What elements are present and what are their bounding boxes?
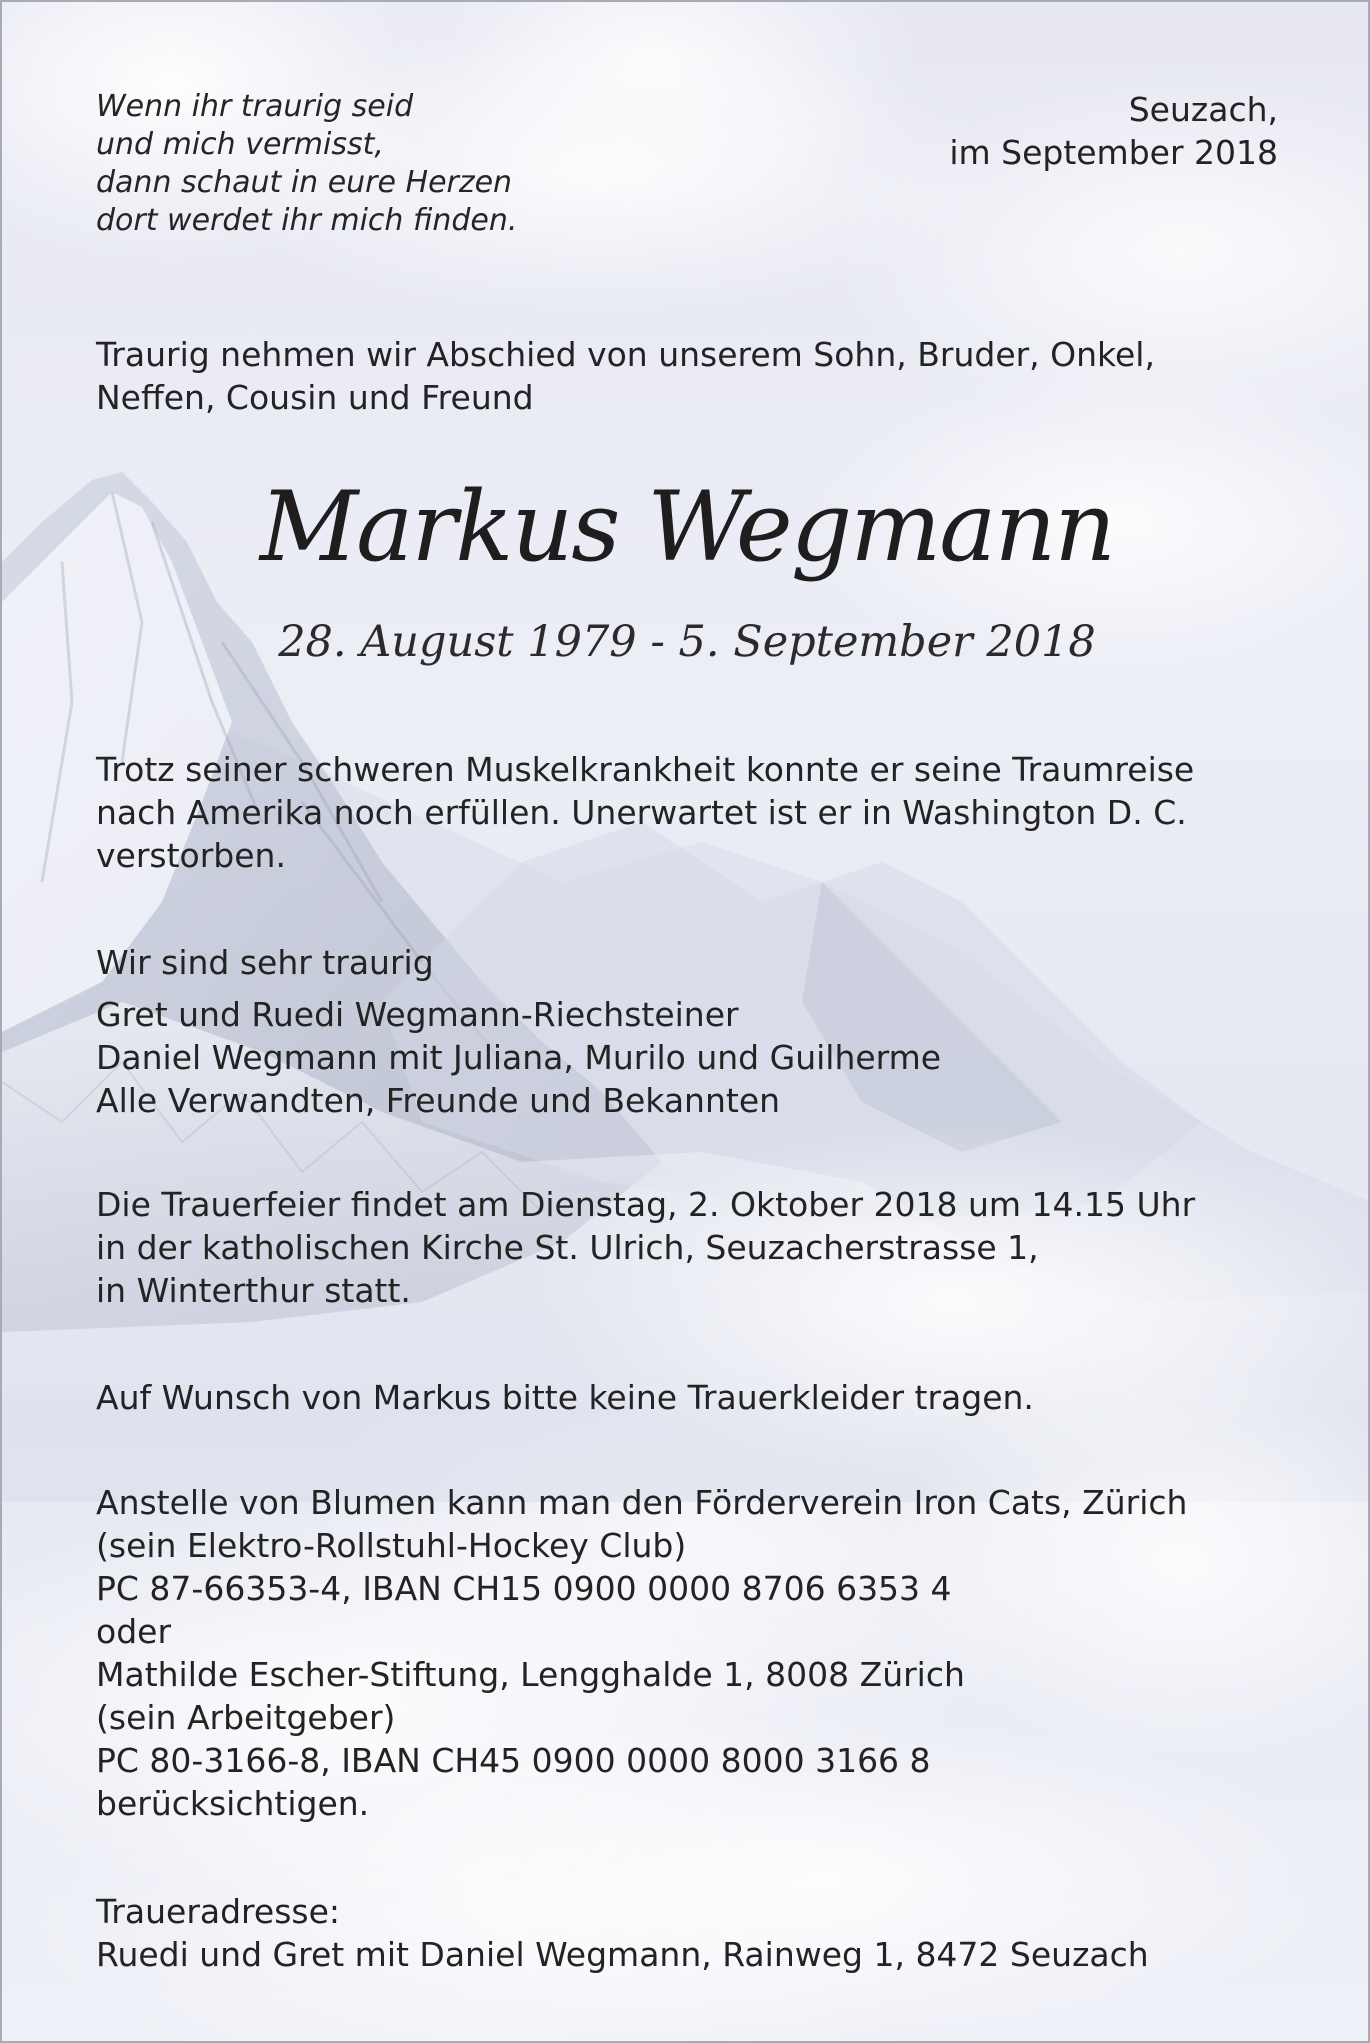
donation-line: Anstelle von Blumen kann man den Förderverein Iron Cats, Zürich bbox=[96, 1483, 1188, 1522]
obituary-content bbox=[2, 2, 1370, 2043]
ceremony-line: Die Trauerfeier findet am Dienstag, 2. Oktober 2018 um 14.15 Uhr bbox=[96, 1185, 1196, 1224]
poem bbox=[96, 88, 616, 240]
address-label: Traueradresse: bbox=[96, 1892, 341, 1931]
mourners-list bbox=[96, 993, 1286, 1122]
mourning-address bbox=[96, 1890, 1286, 1976]
mourner-line: Alle Verwandten, Freunde und Bekannten bbox=[96, 1081, 781, 1120]
donation-line: (sein Elektro-Rollstuhl-Hockey Club) bbox=[96, 1526, 687, 1565]
donation-line: oder bbox=[96, 1612, 172, 1651]
ceremony-line: in der katholischen Kirche St. Ulrich, Seuzacherstrasse 1, bbox=[96, 1228, 1039, 1267]
story-line: Trotz seiner schweren Muskelkrankheit konnte er seine Traumreise bbox=[96, 750, 1195, 789]
intro-text bbox=[96, 333, 1286, 419]
donations-text bbox=[96, 1481, 1286, 1825]
mourners-heading bbox=[96, 941, 1286, 984]
donation-line: berücksichtigen. bbox=[96, 1784, 370, 1823]
poem-line: und mich vermisst, bbox=[96, 127, 384, 162]
clothing-note-text: Auf Wunsch von Markus bitte keine Trauerkleider tragen. bbox=[96, 1378, 1034, 1417]
date: im September 2018 bbox=[949, 133, 1278, 172]
story-text bbox=[96, 748, 1286, 877]
ceremony-line: in Winterthur statt. bbox=[96, 1271, 411, 1310]
ceremony-text bbox=[96, 1183, 1286, 1312]
intro-line: Traurig nehmen wir Abschied von unserem Sohn, Bruder, Onkel, bbox=[96, 335, 1155, 374]
poem-line: Wenn ihr traurig seid bbox=[96, 89, 414, 124]
address-value: Ruedi und Gret mit Daniel Wegmann, Rainweg 1, 8472 Seuzach bbox=[96, 1935, 1149, 1974]
mourners-heading-text: Wir sind sehr traurig bbox=[96, 943, 434, 982]
story-line: nach Amerika noch erfüllen. Unerwartet ist er in Washington D. C. bbox=[96, 793, 1187, 832]
donation-line: (sein Arbeitgeber) bbox=[96, 1698, 396, 1737]
donation-line: Mathilde Escher-Stiftung, Lengghalde 1, 8008 Zürich bbox=[96, 1655, 965, 1694]
deceased-name: Markus Wegmann bbox=[259, 471, 1115, 583]
poem-line: dann schaut in eure Herzen bbox=[96, 165, 513, 200]
poem-line: dort werdet ihr mich finden. bbox=[96, 203, 518, 238]
story-line: verstorben. bbox=[96, 836, 286, 875]
clothing-note bbox=[96, 1376, 1286, 1419]
place: Seuzach, bbox=[1128, 90, 1278, 129]
mourner-line: Gret und Ruedi Wegmann-Riechsteiner bbox=[96, 995, 739, 1034]
place-and-date bbox=[758, 88, 1278, 174]
mourner-line: Daniel Wegmann mit Juliana, Murilo und Guilherme bbox=[96, 1038, 942, 1077]
donation-line: PC 87-66353-4, IBAN CH15 0900 0000 8706 6353 4 bbox=[96, 1569, 952, 1608]
life-dates: 28. August 1979 - 5. September 2018 bbox=[278, 617, 1096, 667]
donation-line: PC 80-3166-8, IBAN CH45 0900 0000 8000 3166 8 bbox=[96, 1741, 931, 1780]
intro-line: Neffen, Cousin und Freund bbox=[96, 378, 534, 417]
